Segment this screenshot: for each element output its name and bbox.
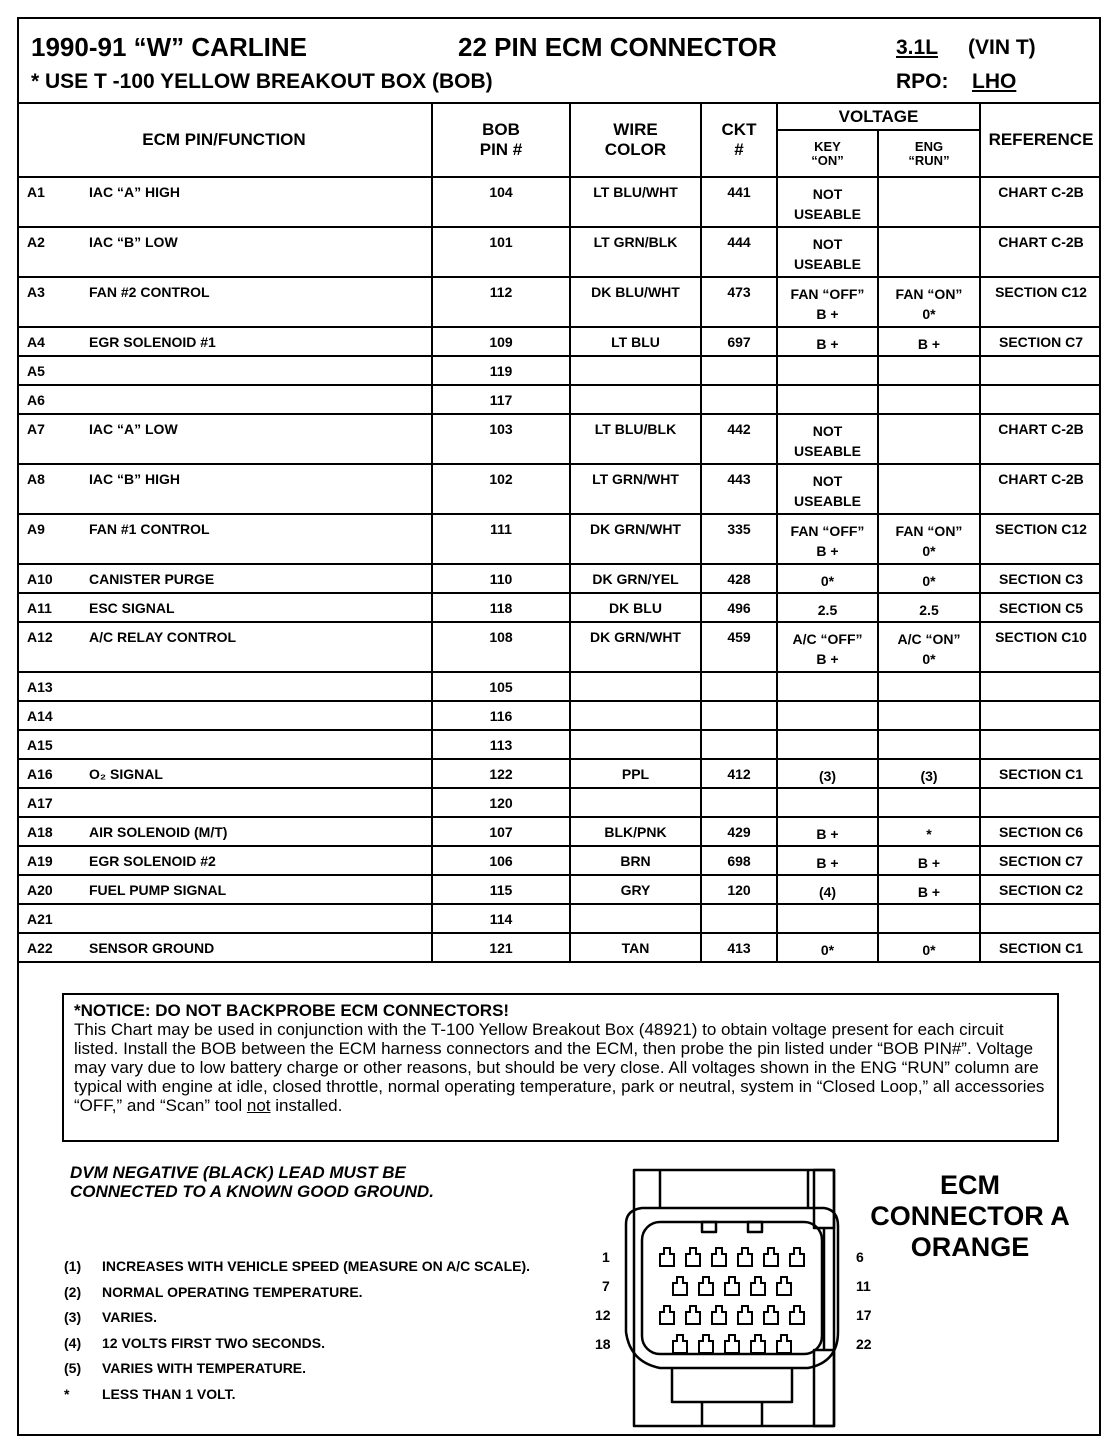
cell-wire-color: LT GRN/WHT (570, 464, 701, 514)
cell-pin-function: A15 (17, 730, 432, 759)
pin-cavity (751, 1335, 765, 1353)
cell-bob-pin: 105 (432, 672, 570, 701)
table-row (17, 277, 1101, 327)
pin-cavity (777, 1277, 791, 1295)
table-row (17, 385, 1101, 414)
pin-cavity (738, 1306, 752, 1324)
cell-key-on (777, 385, 878, 414)
pin-cavity (764, 1248, 778, 1266)
cell-reference: CHART C-2B (980, 414, 1101, 464)
table-row (17, 227, 1101, 277)
pin-cavity (712, 1306, 726, 1324)
pin-cavity (660, 1248, 674, 1266)
cell-reference: SECTION C10 (980, 622, 1101, 672)
cell-ckt: 442 (701, 414, 777, 464)
table-row (17, 414, 1101, 464)
cell-pin-function: A5 (17, 356, 432, 385)
notice-title: *NOTICE: DO NOT BACKPROBE ECM CONNECTORS! (74, 1001, 510, 1020)
cell-bob-pin: 103 (432, 414, 570, 464)
cell-key-on (777, 356, 878, 385)
cell-key-on (777, 730, 878, 759)
cell-wire-color: LT BLU/WHT (570, 177, 701, 227)
cell-eng-run (878, 672, 980, 701)
table-row (17, 730, 1101, 759)
table-row (17, 759, 1101, 788)
table-row (17, 846, 1101, 875)
cell-eng-run: B + (878, 327, 980, 356)
table-row (17, 327, 1101, 356)
pin-label: 1 (602, 1249, 610, 1265)
cell-eng-run: * (878, 817, 980, 846)
cell-key-on: FAN “OFF” B + (777, 277, 878, 327)
cell-wire-color: BLK/PNK (570, 817, 701, 846)
cell-eng-run: (3) (878, 759, 980, 788)
legend-item: (3) VARIES. (64, 1309, 157, 1325)
cell-bob-pin: 116 (432, 701, 570, 730)
table-row (17, 593, 1101, 622)
col-header-reference: REFERENCE (980, 103, 1101, 177)
vin-code: (VIN T) (968, 36, 1036, 59)
table-row (17, 564, 1101, 593)
cell-eng-run (878, 227, 980, 277)
cell-ckt (701, 788, 777, 817)
cell-pin-function: A22 SENSOR GROUND (17, 933, 432, 962)
cell-pin-function: A9 FAN #1 CONTROL (17, 514, 432, 564)
cell-wire-color (570, 385, 701, 414)
cell-key-on: A/C “OFF” B + (777, 622, 878, 672)
cell-key-on: FAN “OFF” B + (777, 514, 878, 564)
cell-pin-function: A4 EGR SOLENOID #1 (17, 327, 432, 356)
cell-bob-pin: 121 (432, 933, 570, 962)
table-row (17, 177, 1101, 227)
pin-cavity (699, 1277, 713, 1295)
cell-eng-run: B + (878, 875, 980, 904)
col-header-function: ECM PIN/FUNCTION (17, 103, 432, 177)
cell-bob-pin: 109 (432, 327, 570, 356)
cell-pin-function: A6 (17, 385, 432, 414)
ecm-pin-table (17, 102, 1101, 963)
cell-reference (980, 701, 1101, 730)
legend-item: (1) INCREASES WITH VEHICLE SPEED (MEASURE ON A/C SCALE). (64, 1258, 531, 1274)
cell-ckt: 120 (701, 875, 777, 904)
cell-key-on: NOT USEABLE (777, 464, 878, 514)
engine-size: 3.1L (896, 36, 939, 59)
col-header-ckt: CKT # (701, 103, 777, 177)
cell-key-on: (3) (777, 759, 878, 788)
cell-pin-function: A18 AIR SOLENOID (M/T) (17, 817, 432, 846)
ecm-connector-diagram (612, 1162, 872, 1432)
carline-title: 1990-91 “W” CARLINE (31, 32, 307, 62)
cell-bob-pin: 104 (432, 177, 570, 227)
cell-reference: SECTION C3 (980, 564, 1101, 593)
rpo-value: LHO (972, 70, 1017, 93)
col-header-voltage: VOLTAGE (777, 103, 980, 130)
cell-ckt (701, 672, 777, 701)
cell-ckt: 459 (701, 622, 777, 672)
cell-reference (980, 904, 1101, 933)
cell-key-on: B + (777, 817, 878, 846)
table-row (17, 672, 1101, 701)
cell-pin-function: A20 FUEL PUMP SIGNAL (17, 875, 432, 904)
cell-bob-pin: 112 (432, 277, 570, 327)
cell-ckt: 698 (701, 846, 777, 875)
cell-reference: SECTION C1 (980, 759, 1101, 788)
cell-eng-run (878, 385, 980, 414)
rpo-label: RPO: (896, 70, 949, 93)
cell-wire-color (570, 730, 701, 759)
pin-label: 18 (595, 1336, 611, 1352)
cell-wire-color: GRY (570, 875, 701, 904)
cell-bob-pin: 119 (432, 356, 570, 385)
cell-key-on: B + (777, 846, 878, 875)
pin-label: 17 (856, 1307, 872, 1323)
cell-bob-pin: 113 (432, 730, 570, 759)
cell-wire-color: DK GRN/WHT (570, 514, 701, 564)
pin-cavity (686, 1306, 700, 1324)
cell-bob-pin: 107 (432, 817, 570, 846)
cell-key-on: 0* (777, 933, 878, 962)
cell-eng-run (878, 788, 980, 817)
pin-cavity (738, 1248, 752, 1266)
pin-cavity (764, 1306, 778, 1324)
table-row (17, 933, 1101, 962)
col-header-eng-run: ENG “RUN” (878, 130, 980, 177)
cell-eng-run: B + (878, 846, 980, 875)
cell-ckt: 413 (701, 933, 777, 962)
notice-box (62, 993, 1059, 1142)
cell-reference (980, 356, 1101, 385)
cell-wire-color: DK BLU (570, 593, 701, 622)
cell-wire-color: TAN (570, 933, 701, 962)
cell-ckt (701, 730, 777, 759)
cell-pin-function: A19 EGR SOLENOID #2 (17, 846, 432, 875)
cell-reference: SECTION C6 (980, 817, 1101, 846)
cell-eng-run: FAN “ON” 0* (878, 514, 980, 564)
cell-eng-run (878, 464, 980, 514)
cell-bob-pin: 110 (432, 564, 570, 593)
cell-pin-function: A16 O₂ SIGNAL (17, 759, 432, 788)
cell-key-on (777, 904, 878, 933)
cell-eng-run: FAN “ON” 0* (878, 277, 980, 327)
cell-ckt: 335 (701, 514, 777, 564)
pin-label: 6 (856, 1249, 864, 1265)
cell-ckt: 496 (701, 593, 777, 622)
pin-cavity (673, 1335, 687, 1353)
cell-wire-color: BRN (570, 846, 701, 875)
cell-pin-function: A13 (17, 672, 432, 701)
pin-label: 12 (595, 1307, 611, 1323)
cell-eng-run: 0* (878, 933, 980, 962)
table-row (17, 464, 1101, 514)
cell-ckt: 412 (701, 759, 777, 788)
cell-reference: SECTION C12 (980, 277, 1101, 327)
table-row (17, 904, 1101, 933)
cell-reference: SECTION C1 (980, 933, 1101, 962)
cell-key-on (777, 788, 878, 817)
cell-ckt (701, 904, 777, 933)
cell-reference: CHART C-2B (980, 464, 1101, 514)
pin-cavity (712, 1248, 726, 1266)
pin-cavity (725, 1277, 739, 1295)
cell-wire-color (570, 672, 701, 701)
cell-ckt (701, 385, 777, 414)
cell-bob-pin: 120 (432, 788, 570, 817)
cell-pin-function: A1 IAC “A” HIGH (17, 177, 432, 227)
pin-cavity (686, 1248, 700, 1266)
table-row (17, 701, 1101, 730)
cell-ckt (701, 701, 777, 730)
cell-eng-run (878, 414, 980, 464)
cell-bob-pin: 117 (432, 385, 570, 414)
legend-item: (5) VARIES WITH TEMPERATURE. (64, 1360, 307, 1376)
dvm-ground-note: DVM NEGATIVE (BLACK) LEAD MUST BE CONNECTED TO A KNOWN GOOD GROUND. (70, 1163, 434, 1201)
cell-wire-color: DK GRN/YEL (570, 564, 701, 593)
pin-cavity (660, 1306, 674, 1324)
cell-bob-pin: 101 (432, 227, 570, 277)
pin-cavity (725, 1335, 739, 1353)
cell-pin-function: A3 FAN #2 CONTROL (17, 277, 432, 327)
table-row (17, 622, 1101, 672)
cell-pin-function: A12 A/C RELAY CONTROL (17, 622, 432, 672)
cell-wire-color (570, 356, 701, 385)
cell-ckt (701, 356, 777, 385)
cell-bob-pin: 115 (432, 875, 570, 904)
pin-cavity (751, 1277, 765, 1295)
cell-eng-run (878, 730, 980, 759)
cell-bob-pin: 114 (432, 904, 570, 933)
pin-cavity (673, 1277, 687, 1295)
cell-pin-function: A14 (17, 701, 432, 730)
cell-eng-run: 0* (878, 564, 980, 593)
cell-reference: SECTION C12 (980, 514, 1101, 564)
pin-label: 22 (856, 1336, 872, 1352)
cell-pin-function: A7 IAC “A” LOW (17, 414, 432, 464)
cell-key-on: NOT USEABLE (777, 414, 878, 464)
cell-wire-color: PPL (570, 759, 701, 788)
pin-cavity (790, 1306, 804, 1324)
connector-title: 22 PIN ECM CONNECTOR (458, 32, 777, 62)
legend-item: (2) NORMAL OPERATING TEMPERATURE. (64, 1283, 363, 1300)
table-row (17, 356, 1101, 385)
pin-cavity (777, 1335, 791, 1353)
cell-eng-run: A/C “ON” 0* (878, 622, 980, 672)
col-header-wire-color: WIRE COLOR (570, 103, 701, 177)
cell-reference: CHART C-2B (980, 227, 1101, 277)
cell-reference (980, 788, 1101, 817)
table-row (17, 875, 1101, 904)
bob-note: * USE T -100 YELLOW BREAKOUT BOX (BOB) (31, 70, 493, 93)
cell-bob-pin: 122 (432, 759, 570, 788)
cell-reference (980, 672, 1101, 701)
cell-ckt: 444 (701, 227, 777, 277)
cell-pin-function: A10 CANISTER PURGE (17, 564, 432, 593)
cell-ckt: 441 (701, 177, 777, 227)
cell-key-on: B + (777, 327, 878, 356)
cell-wire-color (570, 701, 701, 730)
cell-bob-pin: 111 (432, 514, 570, 564)
cell-key-on: (4) (777, 875, 878, 904)
cell-reference: SECTION C7 (980, 846, 1101, 875)
connector-a-title: ECM CONNECTOR A ORANGE (870, 1170, 1070, 1262)
cell-bob-pin: 106 (432, 846, 570, 875)
table-row (17, 817, 1101, 846)
cell-pin-function: A2 IAC “B” LOW (17, 227, 432, 277)
cell-reference: CHART C-2B (980, 177, 1101, 227)
col-header-key-on: KEY “ON” (777, 130, 878, 177)
cell-reference (980, 385, 1101, 414)
cell-pin-function: A8 IAC “B” HIGH (17, 464, 432, 514)
pin-label: 11 (856, 1278, 871, 1294)
cell-ckt: 473 (701, 277, 777, 327)
cell-wire-color: LT BLU/BLK (570, 414, 701, 464)
cell-key-on (777, 672, 878, 701)
cell-bob-pin: 108 (432, 622, 570, 672)
cell-ckt: 443 (701, 464, 777, 514)
cell-eng-run: 2.5 (878, 593, 980, 622)
cell-wire-color: LT GRN/BLK (570, 227, 701, 277)
cell-ckt: 697 (701, 327, 777, 356)
cell-key-on: NOT USEABLE (777, 177, 878, 227)
legend-item: (4) 12 VOLTS FIRST TWO SECONDS. (64, 1334, 325, 1351)
footnote-legend (64, 1258, 530, 1411)
cell-bob-pin: 102 (432, 464, 570, 514)
cell-pin-function: A17 (17, 788, 432, 817)
cell-reference: SECTION C7 (980, 327, 1101, 356)
cell-key-on: 0* (777, 564, 878, 593)
cell-reference (980, 730, 1101, 759)
cell-eng-run (878, 701, 980, 730)
cell-reference: SECTION C5 (980, 593, 1101, 622)
cell-wire-color: DK GRN/WHT (570, 622, 701, 672)
pin-cavity (699, 1335, 713, 1353)
cell-eng-run (878, 177, 980, 227)
cell-ckt: 429 (701, 817, 777, 846)
cell-eng-run (878, 356, 980, 385)
notice-body: This Chart may be used in conjunction with the T-100 Yellow Breakout Box (48921) to obtain voltage present for each circuit listed. Install the BOB between the ECM harness connectors and the ECM, then probe the pin listed under “BOB PIN#”. Voltage may vary due to low battery charge or other reasons, but should be very close. All voltages shown in the ENG “RUN” column are typical with engine at idle, closed throttle, normal operating temperature, park or neutral, system in “Closed Loop,” all accessories “OFF,” and “Scan” tool not installed. (74, 1020, 1045, 1115)
cell-wire-color (570, 788, 701, 817)
legend-item: * LESS THAN 1 VOLT. (64, 1385, 236, 1402)
cell-reference: SECTION C2 (980, 875, 1101, 904)
cell-wire-color: DK BLU/WHT (570, 277, 701, 327)
cell-wire-color: LT BLU (570, 327, 701, 356)
col-header-bob-pin: BOB PIN # (432, 103, 570, 177)
cell-pin-function: A11 ESC SIGNAL (17, 593, 432, 622)
pin-cavity (790, 1248, 804, 1266)
cell-key-on: NOT USEABLE (777, 227, 878, 277)
pin-label: 7 (602, 1278, 610, 1294)
cell-key-on (777, 701, 878, 730)
cell-eng-run (878, 904, 980, 933)
cell-ckt: 428 (701, 564, 777, 593)
table-row (17, 788, 1101, 817)
cell-key-on: 2.5 (777, 593, 878, 622)
cell-pin-function: A21 (17, 904, 432, 933)
cell-wire-color (570, 904, 701, 933)
cell-bob-pin: 118 (432, 593, 570, 622)
table-row (17, 514, 1101, 564)
